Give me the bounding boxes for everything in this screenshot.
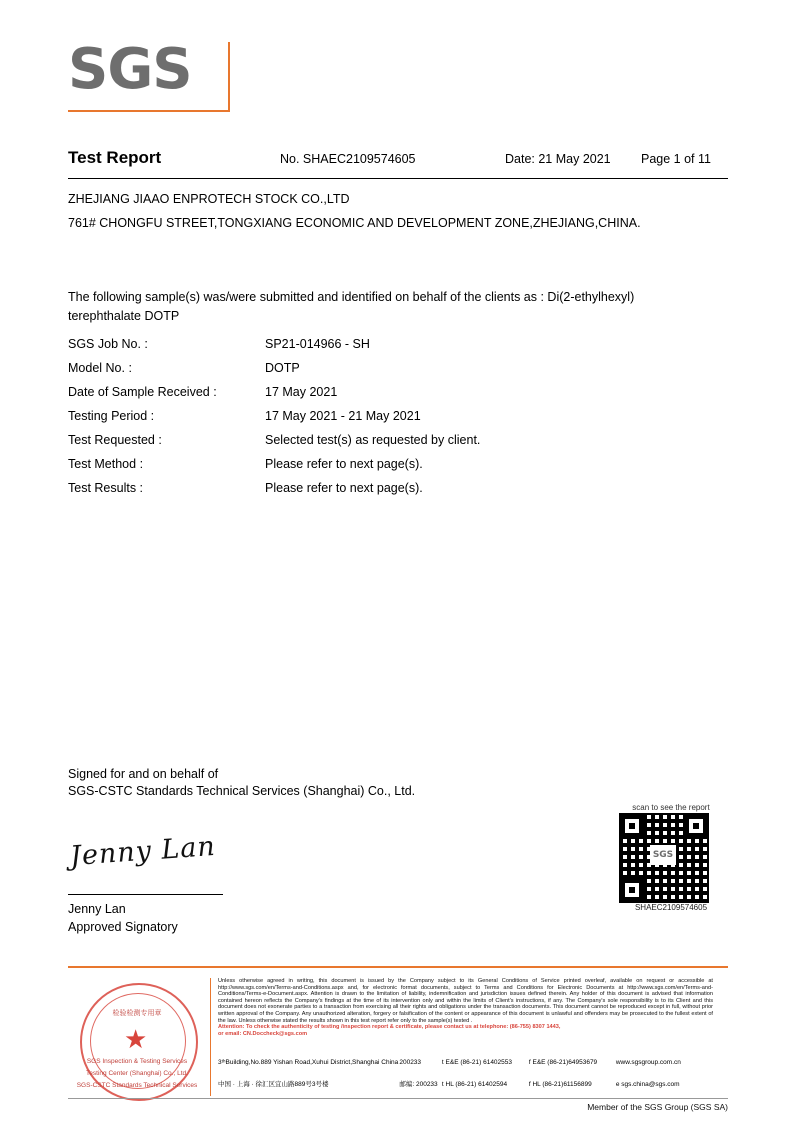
stamp-star-icon: ★: [124, 1024, 148, 1054]
footer-address-en-postcode: 200233: [399, 1059, 422, 1066]
table-row: [68, 428, 728, 452]
detail-label: SGS Job No. :: [68, 337, 148, 351]
footer-vertical-rule: [210, 978, 211, 1096]
detail-label: Date of Sample Received :: [68, 385, 217, 399]
detail-label: Test Requested :: [68, 433, 162, 447]
table-row: [68, 380, 728, 404]
footer-fax-en: f E&E (86-21)64953679: [528, 1059, 598, 1066]
legal-paragraph: Unless otherwise agreed in writing, this document is issued by the Company subject to its General Conditions of Service printed overleaf, available on request or accessible at http://www.sgs.com/en/Terms-and-Conditions.aspx and, for electronic format documents, subject to Terms and Conditions for Electronic Documents at http://www.sgs.com/en/Terms-and-Conditions/Terms-e-Document.aspx. Attention is drawn to the limitation of liability, indemnification and jurisdiction issues defined therein. Any holder of this document is advised that information contained hereon reflects the Company's findings at the time of its intervention only and within the limits of Client's instructions, if any. The Company's sole responsibility is to its Client and this document does not exonerate parties to a transaction from exercising all their rights and obligations under the transaction documents. This document cannot be reproduced except in full, without prior written approval of the Company. Any unauthorized alteration, forgery or falsification of the content or appearance of this document is unlawful and offenders may be prosecuted to the fullest extent of the law. Unless otherwise stated the results shown in this test report refer only to the sample(s) tested .: [218, 978, 713, 1024]
legal-email-line[interactable]: or email: CN.Doccheck@sgs.com: [218, 1030, 308, 1037]
header-divider: [68, 178, 728, 179]
legal-disclaimer: [218, 978, 713, 1037]
footer-top-rule: [68, 966, 728, 968]
footer-email[interactable]: e sgs.china@sgs.com: [615, 1081, 680, 1088]
table-row: [68, 452, 728, 476]
page-title: Test Report: [68, 148, 162, 167]
footer-tel-cn: t HL (86-21) 61402594: [441, 1081, 508, 1088]
sgs-logo: [68, 37, 238, 110]
detail-value: 17 May 2021: [265, 385, 338, 399]
legal-attention-line: Attention: To check the authenticity of testing /inspection report & certificate, please contact us at telephone: (86-755) 8307 1443,: [218, 1024, 561, 1031]
client-name: ZHEJIANG JIAAO ENPROTECH STOCK CO.,LTD: [68, 192, 350, 206]
member-of-group-text: Member of the SGS Group (SGS SA): [587, 1102, 728, 1112]
logo-underline: [68, 110, 228, 112]
detail-value: DOTP: [265, 361, 300, 375]
detail-value: 17 May 2021 - 21 May 2021: [265, 409, 421, 423]
stamp-mid-text: SGS Inspection & Testing Services: [86, 1058, 188, 1065]
report-header-row: [68, 148, 728, 174]
signer-name: Jenny Lan: [68, 902, 126, 916]
detail-value: SP21-014966 - SH: [265, 337, 370, 351]
footer-address-en-street: 3ᵗʰBuilding,No.889 Yishan Road,Xuhui District,Shanghai China: [218, 1059, 399, 1066]
table-row: [68, 476, 728, 500]
detail-label: Test Results :: [68, 481, 144, 495]
qr-finder-top-right: [685, 815, 707, 837]
signed-for-line-1: Signed for and on behalf of: [68, 767, 219, 781]
table-row: [68, 332, 728, 356]
footer-fax-cn: f HL (86-21)61156899: [528, 1081, 592, 1088]
qr-finder-bottom-left: [621, 879, 643, 901]
client-address: 761# CHONGFU STREET,TONGXIANG ECONOMIC AND DEVELOPMENT ZONE,ZHEJIANG,CHINA.: [68, 216, 641, 230]
footer-website[interactable]: www.sgsgroup.com.cn: [615, 1059, 681, 1066]
detail-value: Please refer to next page(s).: [265, 457, 423, 471]
report-details-table: [68, 332, 728, 500]
detail-label: Test Method :: [68, 457, 144, 471]
company-stamp-icon: [72, 978, 202, 1103]
signed-for-block: [68, 766, 415, 800]
footer-postcode-label: 邮编:: [399, 1081, 415, 1088]
qr-caption: scan to see the report: [632, 803, 710, 812]
detail-label: Testing Period :: [68, 409, 155, 423]
footer-bottom-rule: [68, 1098, 728, 1099]
footer-address-en: [218, 1058, 713, 1068]
detail-label: Model No. :: [68, 361, 132, 375]
stamp-top-text: 检验检测专用章: [112, 1010, 162, 1017]
footer-address-cn: [218, 1080, 713, 1090]
qr-report-number: SHAEC2109574605: [634, 903, 708, 912]
report-date: Date: 21 May 2021: [505, 152, 611, 166]
footer-address-cn-street: 中国 · 上海 · 徐汇区宜山路889号3号楼: [218, 1081, 329, 1088]
footer-tel-en: t E&E (86-21) 61402553: [441, 1059, 513, 1066]
sgs-logo-text: SGS: [68, 37, 192, 102]
stamp-bottom-text-2: SGS-CSTC Standards Technical Services: [76, 1082, 198, 1089]
page-indicator: Page 1 of 11: [641, 152, 711, 166]
handwritten-signature: Jenny Lan: [69, 830, 217, 873]
footer-address-cn-postcode: [399, 1080, 442, 1090]
detail-value: Please refer to next page(s).: [265, 481, 423, 495]
qr-center-logo: SGS: [650, 845, 676, 865]
signer-role: Approved Signatory: [68, 920, 178, 934]
detail-value: Selected test(s) as requested by client.: [265, 433, 481, 447]
signed-for-line-2: SGS-CSTC Standards Technical Services (Shanghai) Co., Ltd.: [68, 784, 416, 798]
qr-finder-top-left: [621, 815, 643, 837]
sample-statement: The following sample(s) was/were submitted and identified on behalf of the clients as : Di(2-ethylhexyl) terephthalate DOTP: [68, 290, 635, 323]
stamp-bottom-text: Testing Center (Shanghai) Co., Ltd.: [86, 1070, 188, 1077]
report-number: No. SHAEC2109574605: [280, 152, 416, 166]
logo-vertical-rule: [228, 42, 230, 112]
table-row: [68, 404, 728, 428]
table-row: [68, 356, 728, 380]
footer-postcode-value: 200233: [415, 1081, 438, 1088]
signature-line: [68, 894, 223, 895]
